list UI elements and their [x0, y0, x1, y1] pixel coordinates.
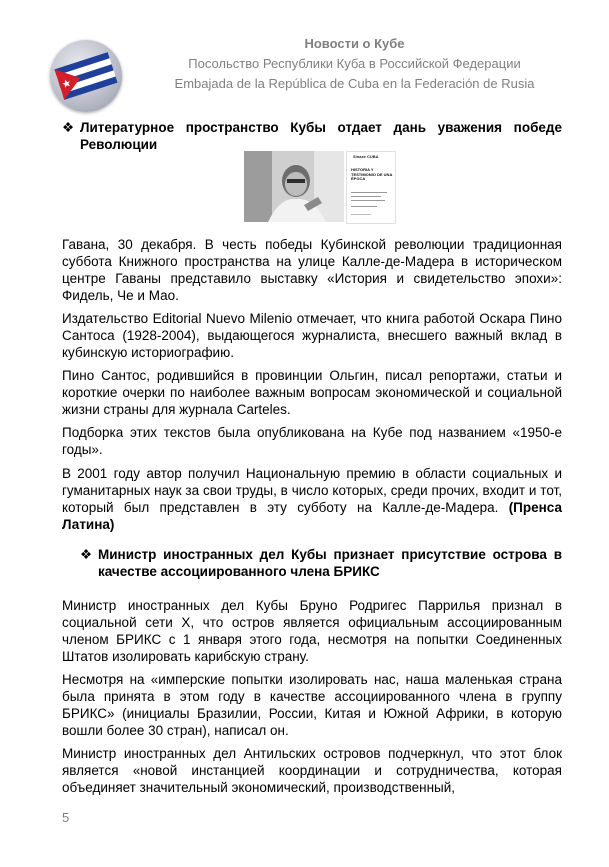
- header-embassy-ru: Посольство Республики Куба в Российской Федерации: [188, 56, 521, 71]
- cuba-flag-logo: [50, 40, 122, 112]
- page-number: 5: [62, 810, 70, 825]
- source-attribution: (Пренса Латина): [62, 500, 562, 532]
- article-paragraph: Издательство Editorial Nuevo Milenio отмечает, что книга работой Оскара Пино Сантоса (1928-2004), выдающегося журналиста, внесшего важный вклад в кубинскую историографию.: [62, 311, 562, 360]
- author-photo: [244, 151, 344, 222]
- diamond-bullet-icon: ❖: [62, 120, 75, 135]
- header-title: Новости о Кубе: [304, 36, 405, 51]
- article-paragraph: Министр иностранных дел Антильских островов подчеркнул, что этот блок является «новой инстанцией координации и сотрудничества, которая объединяет значительный экономический, производственный,: [62, 746, 562, 795]
- article-paragraph: Гавана, 30 декабря. В честь победы Кубинской революции традиционная суббота Книжного пространства на улице Калле-де-Мадера в историческом центре Гаваны представило выставку «История и свидетельство эпохи»: Фидель, Че и Мао.: [62, 237, 562, 303]
- article-title: ❖ Министр иностранных дел Кубы признает присутствие острова в качестве ассоциированного члена БРИКС: [80, 547, 562, 579]
- header-embassy-es: Embajada de la República de Cuba en la Federación de Rusia: [174, 76, 535, 91]
- article-paragraph: В 2001 году автор получил Национальную премию в области социальных и гуманитарных наук за свои труды, в число которых, среди прочих, входит и тот, который был представлен в эту субботу на Калле-де-Мадера. (Пренса Латина): [62, 466, 562, 532]
- article-paragraph: Подборка этих текстов была опубликована на Кубе под названием «1950-е годы».: [62, 425, 562, 457]
- cover-publisher: Sinaxe CUBA: [353, 154, 379, 159]
- cover-title: HISTORIA Y TESTIMONIO DE UNA ÉPOCA: [351, 167, 393, 181]
- page-header: [120, 34, 589, 94]
- diamond-bullet-icon: ❖: [80, 547, 93, 562]
- article-paragraph: Министр иностранных дел Кубы Бруно Родригес Паррилья признал в социальной сети X, что остров является официальным ассоциированным членом БРИКС с 1 января этого года, несмотря на попытки Соединенных Штатов изолировать карибскую страну.: [62, 598, 562, 664]
- article-title: ❖ Литературное пространство Кубы отдает дань уважения победе Революции: [62, 120, 562, 152]
- article-paragraph: Несмотря на «имперские попытки изолировать нас, наша маленькая страна была принята в этом году в качестве ассоциированного члена в группу БРИКС» (инициалы Бразилии, России, Китая и Южной Африки, в которую вошли более 30 стран), написал он.: [62, 672, 562, 738]
- article-paragraph: Пино Сантос, родившийся в провинции Ольгин, писал репортажи, статьи и короткие очерки по наиболее важным вопросам экономической и социальной жизни страны для журнала Carteles.: [62, 368, 562, 417]
- cuba-flag-icon: [50, 40, 122, 112]
- book-cover: [346, 151, 396, 224]
